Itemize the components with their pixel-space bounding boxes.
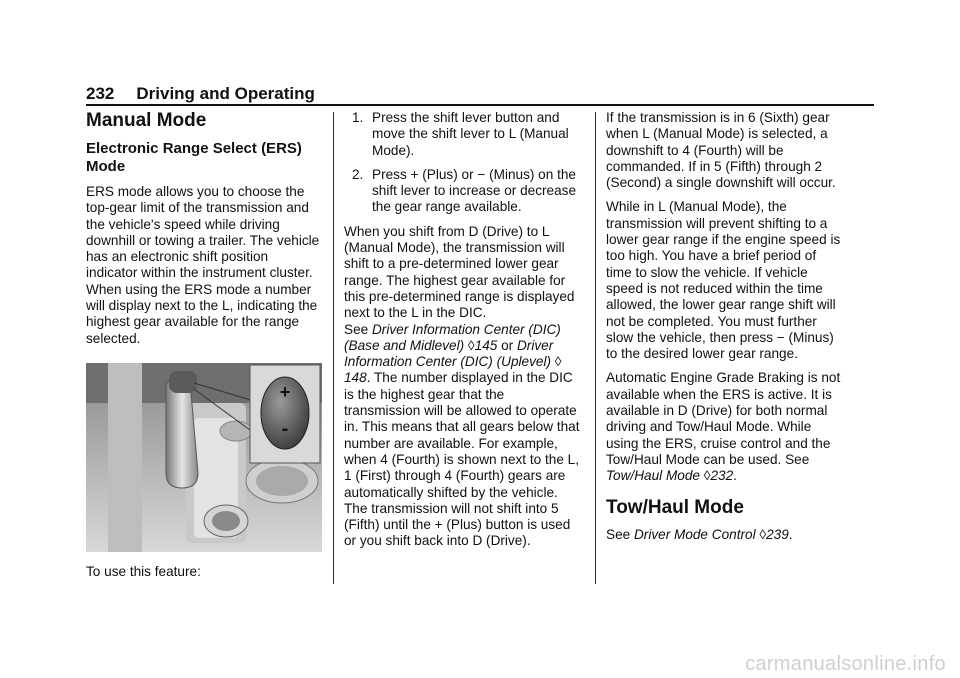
step-item (344, 167, 580, 216)
driver-mode-link[interactable]: Driver Mode Control (633, 526, 756, 542)
tow-haul-link[interactable]: Tow/Haul Mode (606, 468, 700, 484)
grade-braking-paragraph: Automatic Engine Grade Braking is not available when the ERS is active. It is available in D (Drive) for both normal driving and Tow/Haul Mode. While using the ERS, cruise control and the Tow/Haul Mode can be used. See Tow/Haul Mode ◊232. (606, 370, 841, 484)
page-number: 232 (86, 84, 115, 103)
minus-label: - (281, 417, 289, 440)
column-1 (86, 110, 322, 588)
page-header (86, 84, 315, 104)
step-number: 2. (352, 166, 364, 182)
step-text: Press + (Plus) or − (Minus) on the shift lever to increase or decrease the gear range available. (372, 166, 577, 215)
page-ref-icon: ◊ (703, 468, 711, 484)
paragraph-text: When you shift from D (Drive) to L (Manual Mode), the transmission will shift to a pre-determined lower gear range. The highest gear available for this pre-determined range is displayed next to the L in the DIC. (344, 223, 575, 321)
sixth-gear-paragraph: If the transmission is in 6 (Sixth) gear when L (Manual Mode) is selected, a downshift to 4 (Fourth) will be commanded. If in 5 (Fifth) through 2 (Second) a single downshift will occur. (606, 110, 836, 191)
see-text: See (344, 321, 369, 337)
paragraph-text: . The number displayed in the DIC is the highest gear that the transmission will be allowed to operate in. This means that all gears below that number are available. For example, when 4 (Fourth) is shown next to the L, 1 (First) through 4 (Fourth) gears are automatically shifted by the vehicle. The transmission will not shift into 5 (Fifth) until the + (Plus) button is used or you shift back into D (Drive). (344, 370, 580, 549)
header-rule (86, 104, 874, 106)
page-ref-icon: ◊ (467, 337, 475, 353)
manual-mode-paragraph (344, 224, 580, 550)
step-text: Press the shift lever button and move the shift lever to L (Manual Mode). (372, 110, 569, 158)
see-text: See (606, 526, 631, 542)
manual-mode-heading: Manual Mode (86, 110, 207, 131)
dic-uplevel-link[interactable]: Driver Information Center (DIC) (Uplevel) (344, 337, 554, 370)
page-ref-icon: ◊ (759, 526, 767, 542)
watermark-text: carmanualsonline.info (745, 653, 946, 675)
plus-label: + (279, 381, 291, 402)
ers-mode-heading: Electronic Range Select (ERS) Mode (86, 140, 302, 175)
paragraph-text: Automatic Engine Grade Braking is not available when the ERS is active. It is available in D (Drive) for both normal driving and Tow/Haul Mode. While using the ERS, cruise control and the Tow/Haul Mode can be used. See (606, 370, 841, 467)
column-2 (344, 110, 580, 558)
step-item (344, 110, 580, 159)
step-number: 1. (352, 110, 364, 125)
engine-speed-paragraph: While in L (Manual Mode), the transmission will prevent shifting to a lower gear range if the engine speed is too high. You have a brief period of time to slow the vehicle. If vehicle speed is not reduced within the time allowed, the lower gear range shift will not be completed. You must further slow the vehicle, then press − (Minus) to the desired lower gear range. (606, 199, 841, 362)
driver-mode-page[interactable]: 239 (766, 526, 789, 542)
dic-base-link[interactable]: Driver Information Center (DIC) (Base and Midlevel) (344, 321, 561, 353)
page-ref-icon: ◊ (554, 354, 562, 370)
dic-base-page[interactable]: 145 (474, 337, 498, 353)
tow-haul-page[interactable]: 232 (710, 468, 734, 484)
column-divider (333, 112, 334, 584)
tow-haul-heading: Tow/Haul Mode (606, 496, 744, 518)
dic-uplevel-page[interactable]: 148 (344, 370, 367, 386)
steps-list (344, 110, 580, 216)
column-divider (595, 112, 596, 584)
shift-lever-photo (86, 363, 322, 552)
ers-description: ERS mode allows you to choose the top-gear limit of the transmission and the vehicle's speed while driving downhill or towing a trailer. The vehicle has an electronic shift position indicator within the instrument cluster. When using the ERS mode a number will display next to the L, indicating the highest gear available for the range selected. (86, 184, 320, 346)
or-text: or (501, 337, 514, 353)
use-feature-text: To use this feature: (86, 563, 201, 579)
tow-haul-paragraph: See Driver Mode Control ◊239. (606, 526, 793, 542)
section-title: Driving and Operating (136, 84, 315, 103)
column-3 (606, 110, 842, 551)
